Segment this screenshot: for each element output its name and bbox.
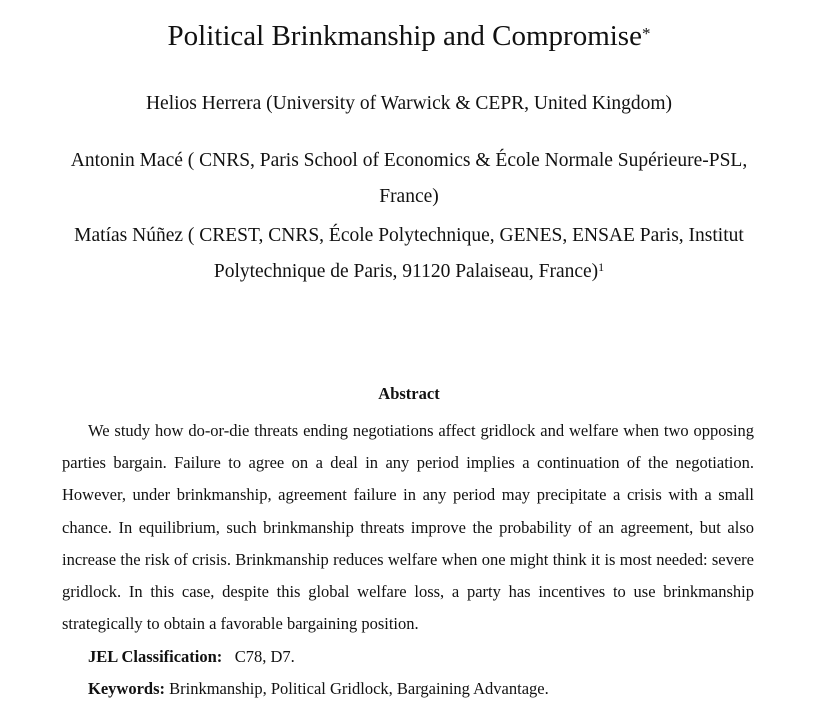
- author-nunez: [40, 218, 778, 291]
- author-mace-line-1: Antonin Macé ( CNRS, Paris School of Economics & École Normale Supérieure-PSL,: [70, 150, 748, 171]
- title-footnote-mark[interactable]: *: [641, 24, 651, 43]
- author-herrera: [40, 86, 778, 122]
- author-mace-line-2: France): [379, 186, 439, 207]
- author-nunez-line-2: Polytechnique de Paris, 91120 Palaiseau, France): [213, 261, 599, 282]
- abstract-heading: Abstract: [378, 384, 440, 403]
- author-herrera-line-1: Helios Herrera (University of Warwick & CEPR, United Kingdom): [145, 93, 673, 114]
- paper-title-text: Political Brinkmanship and Compromise: [167, 20, 642, 52]
- keywords-label: Keywords:: [88, 679, 165, 698]
- author-footnote-mark[interactable]: 1: [598, 260, 605, 274]
- jel-classification: [88, 646, 295, 668]
- jel-label: JEL Classification:: [88, 647, 223, 666]
- author-mace: [40, 143, 778, 215]
- keywords: [88, 678, 549, 700]
- author-nunez-line-1: Matías Núñez ( CREST, CNRS, École Polytechnique, GENES, ENSAE Paris, Institut: [74, 225, 744, 246]
- paper-title: [0, 18, 818, 58]
- jel-value: C78, D7.: [234, 647, 295, 666]
- abstract-text: We study how do-or-die threats ending negotiations affect gridlock and welfare when two opposing parties bargain. Failure to agree on a deal in any period implies a continuation of the negotiation. However, under brinkmanship, agreement failure in any period may precipitate a crisis with a small chance. In equilibrium, such brinkmanship threats improve the probability of an agreement, but also increase the risk of crisis. Brinkmanship reduces welfare when one might think it is most needed: severe gridlock. In this case, despite this global welfare loss, a party has incentives to use brinkmanship strategically to obtain a favorable bargaining position.: [62, 421, 754, 634]
- author-nunez-line-2-wrap: [40, 254, 778, 291]
- keywords-value: Brinkmanship, Political Gridlock, Bargaining Advantage.: [169, 679, 549, 698]
